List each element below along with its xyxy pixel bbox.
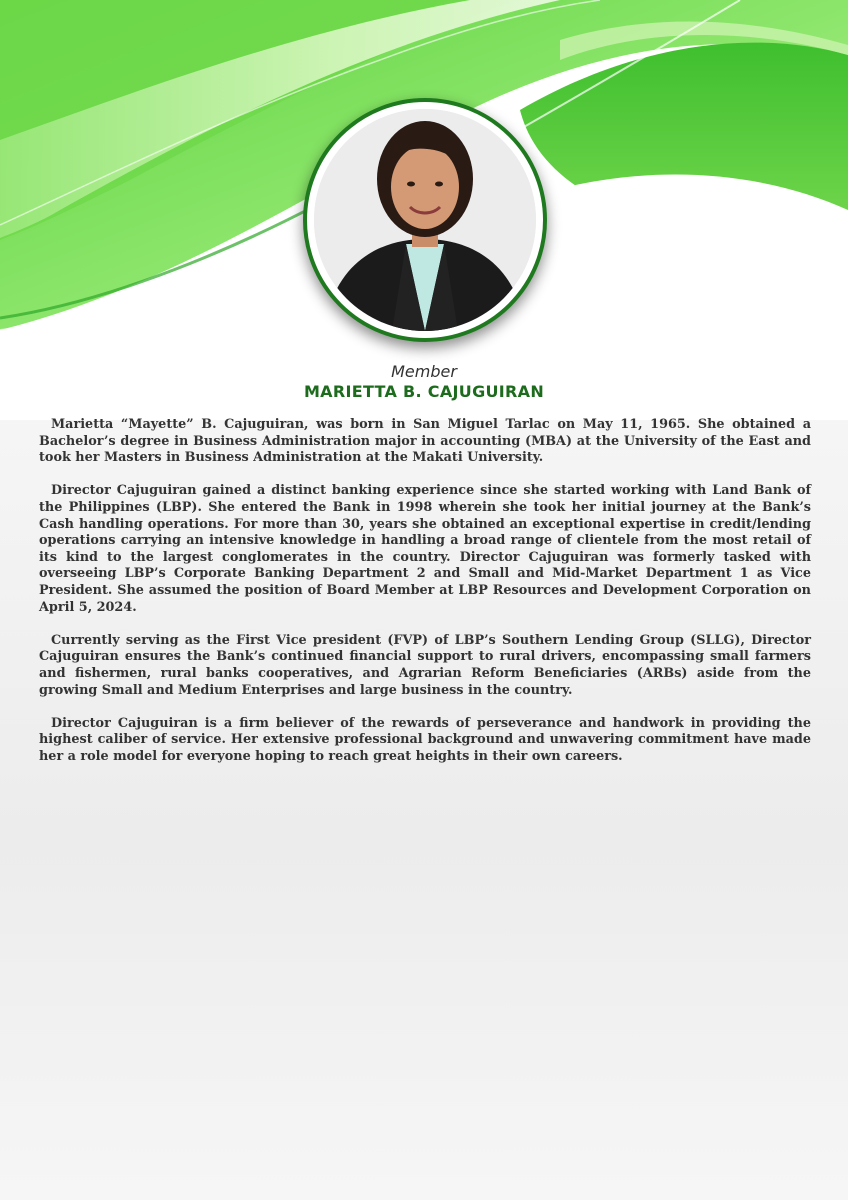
member-name: MARIETTA B. CAJUGUIRAN [303,382,545,401]
portrait-illustration [314,109,536,331]
portrait-frame [303,98,547,342]
bio-paragraph-4: Director Cajuguiran is a firm believer of the rewards of perseverance and handwork in providing the highest caliber of service. Her extensive professional background and unwavering commitment have made her a role model for everyone hoping to reach great heights in their own careers. [39,715,811,764]
biography [39,417,811,782]
bio-paragraph-1: Marietta “Mayette” B. Cajuguiran, was born in San Miguel Tarlac on May 11, 1965. She obtained a Bachelor’s degree in Business Administration major in accounting (MBA) at the University of the East and took her Masters in Business Administration at the Makati University. [39,417,811,466]
bio-paragraph-2: Director Cajuguiran gained a distinct banking experience since she started working with Land Bank of the Philippines (LBP). She entered the Bank in 1998 wherein she took her initial journey at the Bank’s Cash handling operations. For more than 30, years she obtained an exceptional expertise in credit/lending operations carrying an intensive knowledge in handling a broad range of clientele from the most retail of its kind to the largest conglomerates in the country. Director Cajuguiran was formerly tasked with overseeing LBP’s Corporate Banking Department 2 and Small and Mid-Market Department 1 as Vice President. She assumed the position of Board Member at LBP Resources and Development Corporation on April 5, 2024. [39,483,811,615]
bio-paragraph-3: Currently serving as the First Vice president (FVP) of LBP’s Southern Lending Group (SLLG), Director Cajuguiran ensures the Bank’s continued financial support to rural drivers, encompassing small farmers and fishermen, rural banks cooperatives, and Agrarian Reform Beneficiaries (ARBs) aside from the growing Small and Medium Enterprises and large business in the country. [39,632,811,698]
member-role-label: Member [391,362,457,381]
portrait-photo [314,109,536,331]
